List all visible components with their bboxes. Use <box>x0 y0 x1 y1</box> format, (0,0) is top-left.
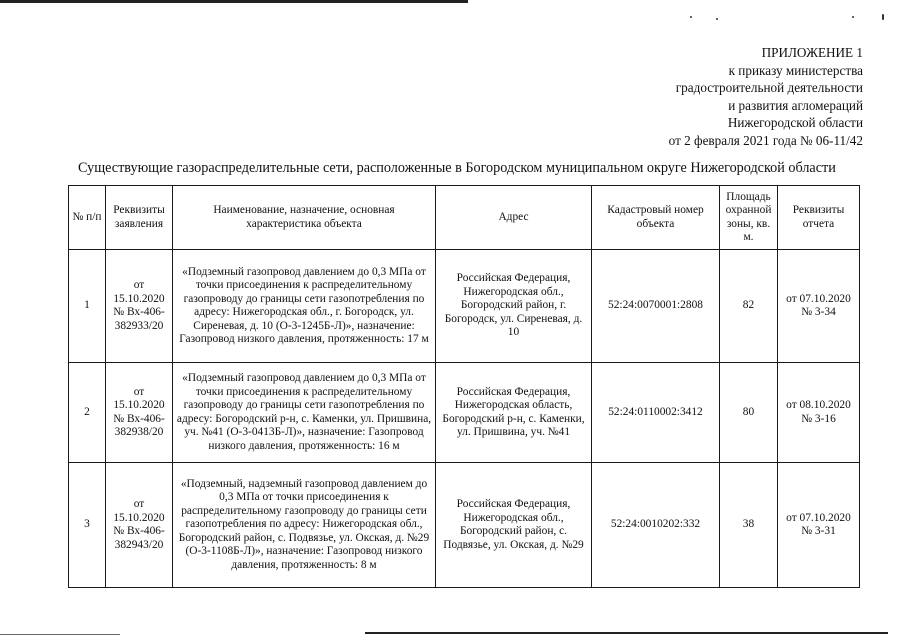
col-header-cadastral: Кадастровый номер объекта <box>592 186 720 250</box>
cell-cadastral: 52:24:0010202:332 <box>592 463 720 588</box>
table-header-row <box>69 186 860 250</box>
cell-number: 1 <box>69 250 106 363</box>
table-row <box>69 250 860 363</box>
col-header-number: № п/п <box>69 186 106 250</box>
cell-address: Российская Федерация, Нижегородская обл., Богородский район, г. Богородск, ул. Сиреневая, д. 10 <box>436 250 592 363</box>
scan-bottom-edge-line <box>0 634 120 635</box>
cell-report: от 07.10.2020 № 3-34 <box>778 250 860 363</box>
cell-address: Российская Федерация, Нижегородская обл., Богородский район, с. Подвязье, ул. Окская, д. №29 <box>436 463 592 588</box>
col-header-object: Наименование, назначение, основная характеристика объекта <box>173 186 436 250</box>
table-row <box>69 363 860 463</box>
cell-object: «Подземный газопровод давлением до 0,3 МПа от точки присоединения к распределительному газопроводу до границы сети газопотребления по адресу: Нижегородская обл., г. Богородск, ул. Сиреневая, д. 10 (О-3-1245Б-Л)», назначение: Газопровод низкого давления, протяженность: 17 м <box>173 250 436 363</box>
cell-address: Российская Федерация, Нижегородская область, Богородский р-н, с. Каменки, ул. Пришвина, уч. №41 <box>436 363 592 463</box>
cell-area: 82 <box>720 250 778 363</box>
appendix-line: и развития агломераций <box>728 97 863 113</box>
cell-report: от 07.10.2020 № 3-31 <box>778 463 860 588</box>
appendix-line: градостроительной деятельности <box>675 80 863 96</box>
scan-top-edge-line <box>0 0 468 3</box>
scan-bottom-edge-line <box>365 632 888 634</box>
col-header-report: Реквизиты отчета <box>778 186 860 250</box>
cell-report: от 08.10.2020 № 3-16 <box>778 363 860 463</box>
scan-speck <box>882 14 884 20</box>
appendix-header <box>669 44 863 150</box>
scan-speck <box>690 16 692 18</box>
cell-request: от 15.10.2020 № Вх-406-382943/20 <box>106 463 173 588</box>
cell-cadastral: 52:24:0110002:3412 <box>592 363 720 463</box>
cell-request: от 15.10.2020 № Вх-406-382938/20 <box>106 363 173 463</box>
scan-speck <box>852 16 854 18</box>
appendix-line: от 2 февраля 2021 года № 06-11/42 <box>668 132 863 148</box>
col-header-area: Площадь охранной зоны, кв. м. <box>720 186 778 250</box>
col-header-request: Реквизиты заявления <box>106 186 173 250</box>
cell-object: «Подземный, надземный газопровод давлением до 0,3 МПа от точки присоединения к распределительному газопроводу до границы сети газопотребления по адресу: Нижегородская обл., Богородский район, с. Подвязье, ул. Окская, д. №29 (О-3-1108Б-Л)», назначение: Газопровод низкого давления, протяженность: 8 м <box>173 463 436 588</box>
appendix-line: ПРИЛОЖЕНИЕ 1 <box>761 45 863 60</box>
gas-networks-table <box>68 185 860 588</box>
cell-cadastral: 52:24:0070001:2808 <box>592 250 720 363</box>
cell-area: 38 <box>720 463 778 588</box>
appendix-line: к приказу министерства <box>728 62 863 78</box>
table-row <box>69 463 860 588</box>
cell-request: от 15.10.2020 № Вх-406-382933/20 <box>106 250 173 363</box>
scan-speck <box>716 18 718 20</box>
cell-object: «Подземный газопровод давлением до 0,3 МПа от точки присоединения к распределительному газопроводу до границы сети газопотребления по адресу: Богородский р-н, с. Каменки, ул. Пришвина, уч. №41 (О-3-0413Б-Л)», назначение: Газопровод низкого давления, протяженность: 16 м <box>173 363 436 463</box>
cell-number: 3 <box>69 463 106 588</box>
col-header-address: Адрес <box>436 186 592 250</box>
appendix-line: Нижегородской области <box>727 115 863 131</box>
cell-area: 80 <box>720 363 778 463</box>
document-title: Существующие газораспределительные сети, расположенные в Богородском муниципальном округе Нижегородской области <box>78 160 836 176</box>
cell-number: 2 <box>69 363 106 463</box>
